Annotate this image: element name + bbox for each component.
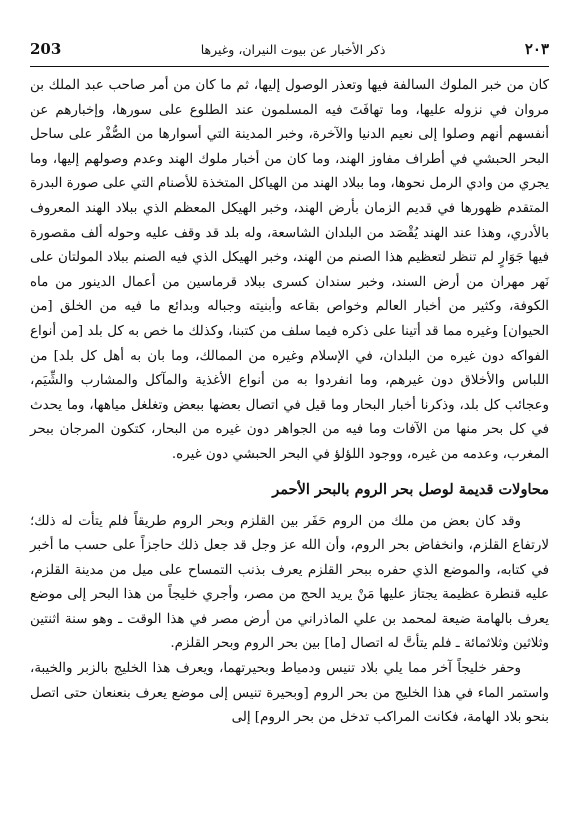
paragraph-1: كان من خبر الملوك السالفة فيها وتعذر الوصول إليها، ثم ما كان من أمر صاحب عبد الملك بن مروان في نزوله عليها، وما تهافَتَ فيه المسلمون عند الطلوع على سورها، وإخبارهم عن أنفسهم أنهم وصلوا إلى نعيم الدنيا والآخرة، وخبر المدينة التي أسوارها من الصُّفْر على ساحل البحر الحبشي في أطراف مفاوز الهند، وما كان من أخبار ملوك الهند وعدم وصولهم إليها، وما يجري من وادي الرمل نحوها، وما ببلاد الهند من الهياكل المتخذة للأصنام التي على صورة البدرة المتقدم ظهورها في قديم الزمان بأرض الهند، وخبر الهيكل المعظم الذي ببلاد الهند المعروف بالأدري، وهذا عند الهند يُقْصَد من البلدان الشاسعة، وله بلد قد وقف عليه وحوله ألف مقصورة فيها جَوَارٍ لم تنظر لتعظيم هذا الصنم من الهند، وخبر الهيكل الذي فيه الصنم ببلاد المولتان على نَهر مهران من أرض السند، وخبر سندان كسرى ببلاد قرماسين من أعمال الدينور من ماه الكوفة، وكثير من أخبار العالم وخواص بقاعه وأبنيته وجباله وبدائع ما فيه من الخلق [من الحيوان] وغيره مما قد أتينا على ذكره فيما سلف من كتبنا، وكذلك ما خص به كل بلد [من أنواع الفواكه دون غيره من البلدان، في الإسلام وغيره من الممالك، وما بان به أهل كل بلد] من اللباس والأخلاق دون غيرهم، وما انفردوا به من أنواع الأغذية والمآكل والمشارب والشِّيَم، وعجائب كل بلد، وذكرنا أخبار البحار وما قيل في اتصال بعضها ببعض وتغلغل مياهها، وما يحدث في كل بحر منها من الآفات وما فيه من الجواهر دون غيره من البحار، كتكون المرجان ببحر المغرب، وعدمه من غيره، ووجود اللؤلؤ في البحر الحبشي دون غيره. [30, 78, 549, 462]
section-heading: محاولات قديمة لوصل بحر الروم بالبحر الأحمر [272, 480, 549, 498]
header-rule [30, 66, 549, 67]
page-number-latin: 203 [30, 40, 62, 58]
page-header [30, 36, 549, 62]
page-body [30, 74, 549, 731]
page-number-arabic: ٢٠٣ [524, 40, 549, 58]
paragraph-3: وحفر خليجاً آخر مما يلي بلاد تنيس ودمياط وبحيرتهما، ويعرف هذا الخليج بالزبر والخيبة، واستمر الماء في هذا الخليج من بحر الروم [وبحيرة تنيس إلى موضع يعرف بنعنعان حتى اتصل بنحو بلاد الهامة، فكانت المراكب تدخل من بحر الروم] إلى [30, 661, 549, 726]
running-head: ذكر الأخبار عن بيوت النيران، وغيرها [200, 41, 386, 57]
paragraph-2: وقد كان بعض من ملك من الروم حَفَر بين القلزم وبحر الروم طريقاً فلم يتأت له ذلك؛ لارتفاع القلزم، وانخفاض بحر الروم، وأن الله عز وجل قد جعل ذلك حاجزاً على حسب ما أخبر في كتابه، والموضع الذي حفره ببحر القلزم يعرف بذنب التمساح على ميل من مدينة القلزم، عليه قنطرة عظيمة يجتاز عليها مَنْ يريد الحج من مصر، وأجري خليجاً من هذا البحر إلى موضع يعرف بالهامة ضيعة لمحمد بن علي الماذراني من أرض مصر في هذا الوقت ـ وهو سنة اثنتين وثلاثين وثلاثمائة ـ فلم يتأتَّ له اتصال [ما] بين بحر الروم وبحر القلزم. [30, 513, 549, 652]
